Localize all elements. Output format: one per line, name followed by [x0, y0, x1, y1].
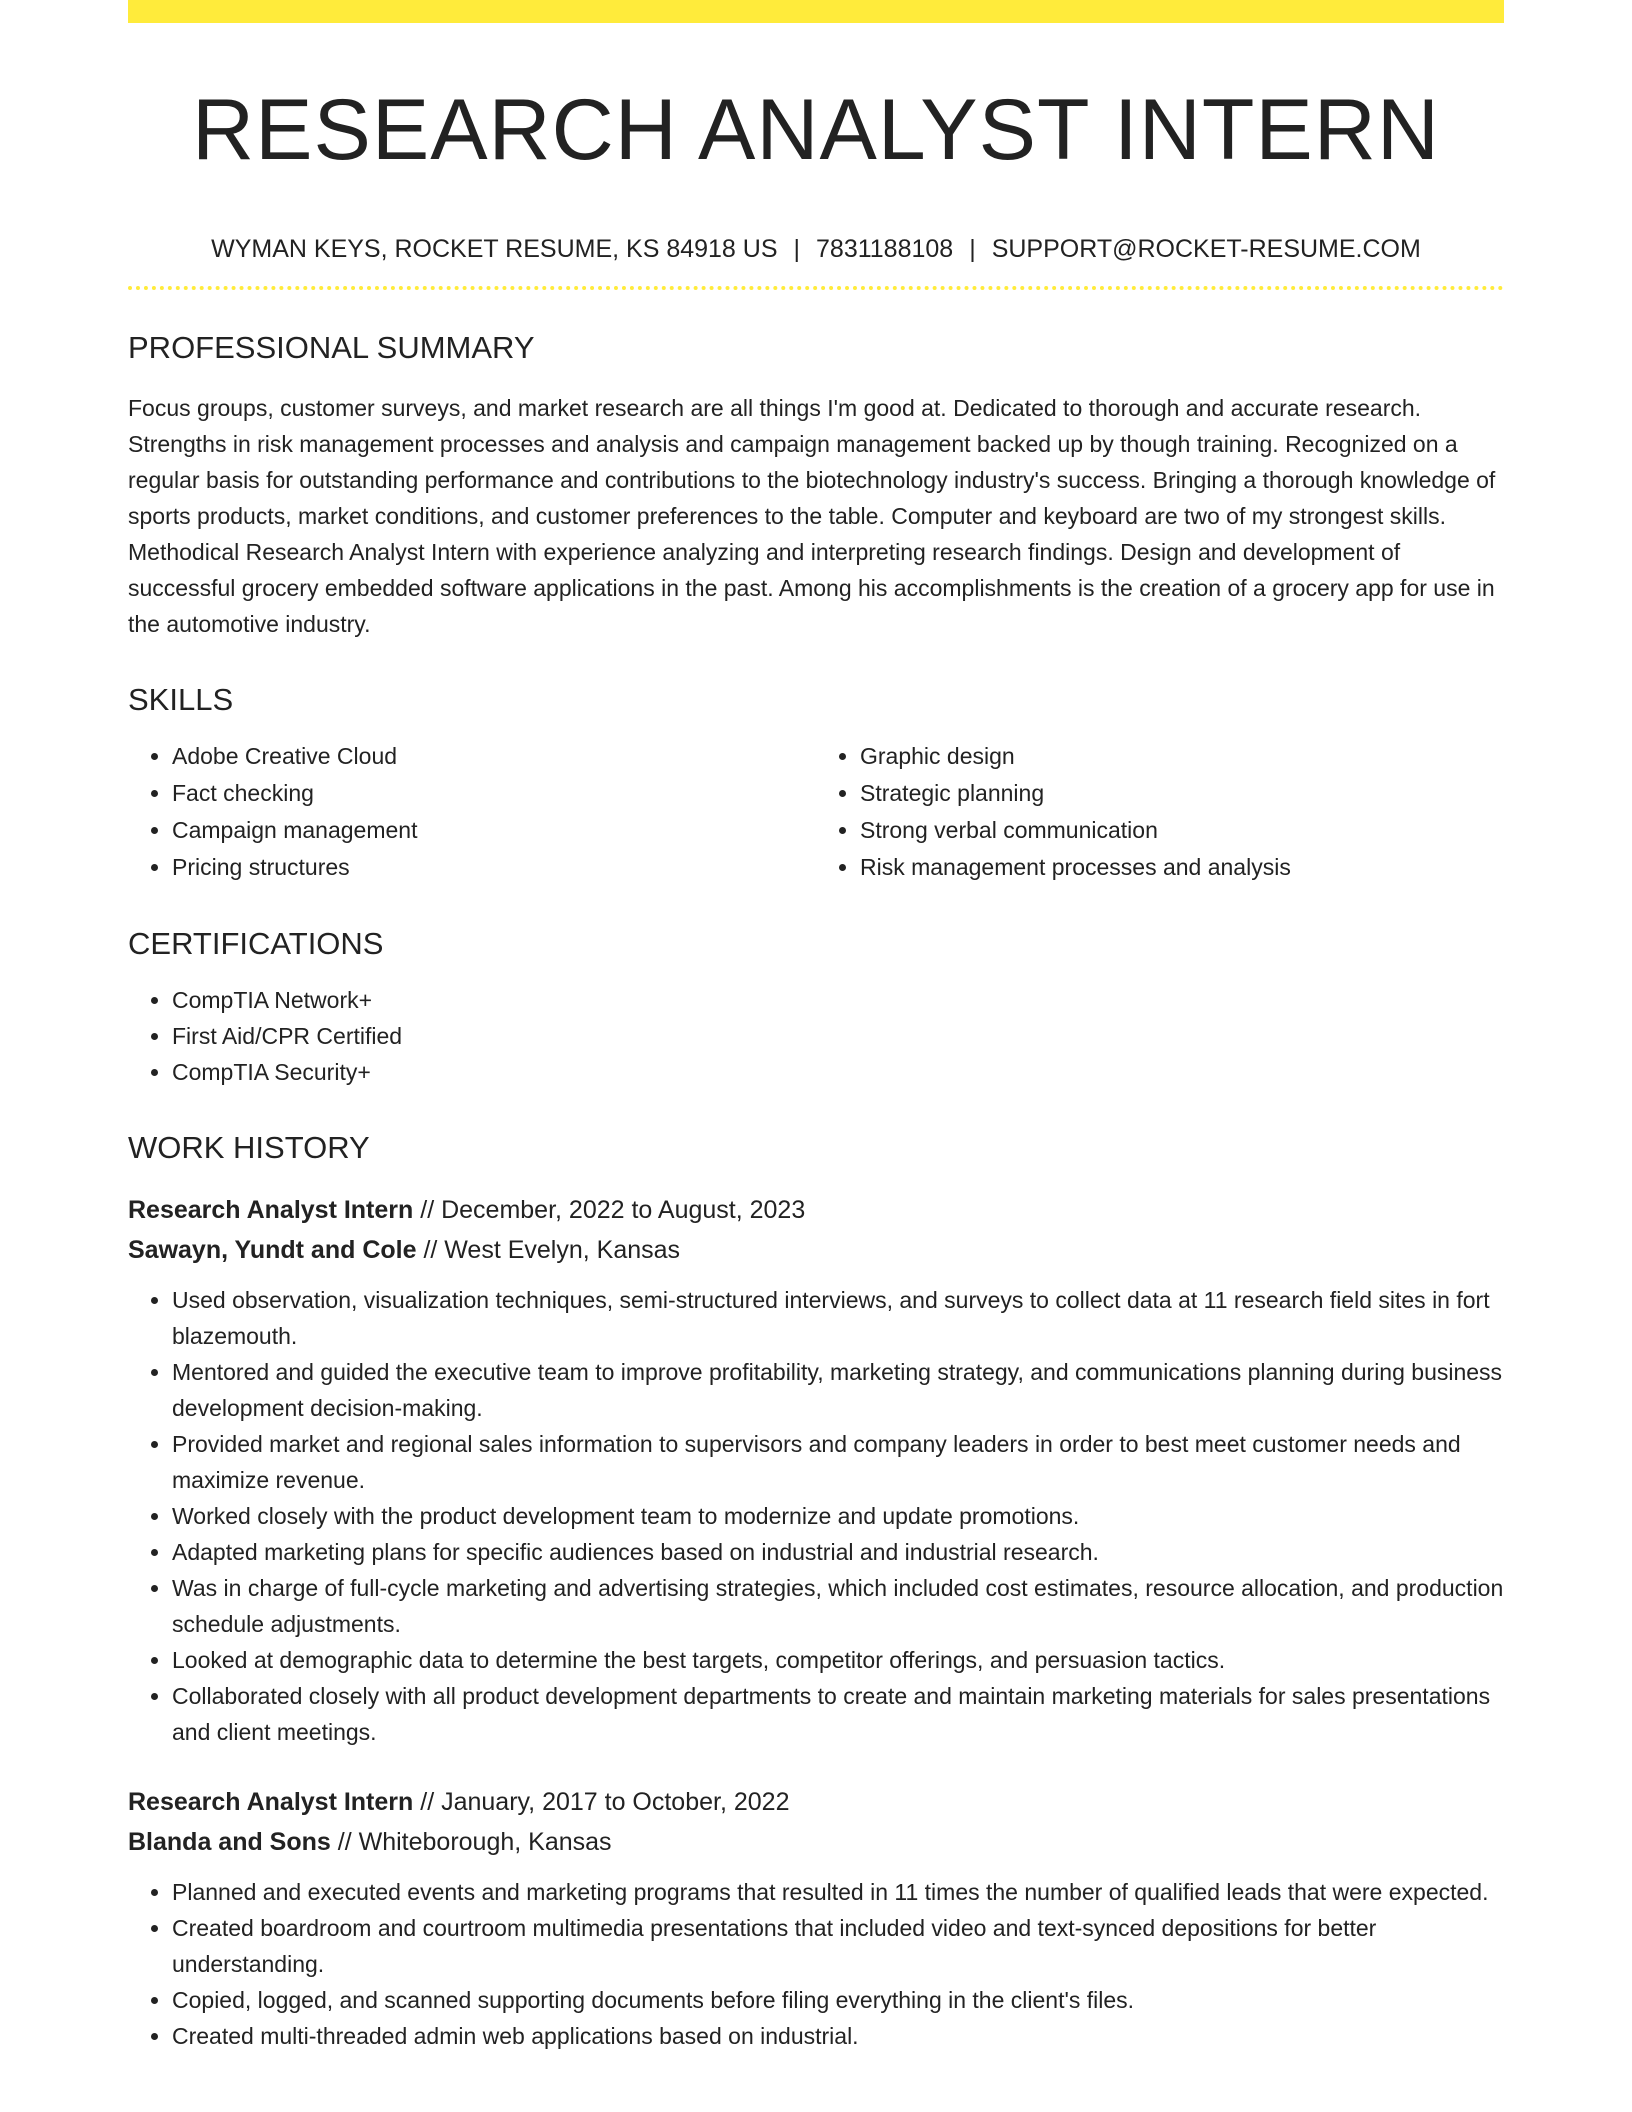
resume-content	[128, 80, 1504, 2054]
skill-item: • Strong verbal communication	[860, 812, 1504, 849]
resume-title: RESEARCH ANALYST INTERN	[192, 82, 1440, 178]
skills-heading: SKILLS	[128, 682, 234, 717]
certifications-heading: CERTIFICATIONS	[128, 926, 384, 961]
job-bullet: • Created boardroom and courtroom multimedia presentations that included video and text-synced depositions for better understanding.	[172, 1910, 1504, 1982]
skill-item: • Campaign management	[172, 812, 816, 849]
certifications-list	[128, 982, 1504, 1090]
work-history-heading: WORK HISTORY	[128, 1130, 370, 1165]
job-entry	[128, 1190, 1504, 1750]
job-company-line	[128, 1822, 1504, 1862]
job-company-line	[128, 1230, 1504, 1270]
skill-item: • Adobe Creative Cloud	[172, 738, 816, 775]
skill-item: • Graphic design	[860, 738, 1504, 775]
job-bullets	[128, 1874, 1504, 2054]
job-title: Research Analyst Intern	[128, 1196, 414, 1224]
contact-address: WYMAN KEYS, ROCKET RESUME, KS 84918 US	[211, 235, 778, 263]
job-company: Sawayn, Yundt and Cole	[128, 1236, 417, 1264]
contact-separator: |	[969, 235, 976, 263]
job-bullet: • Copied, logged, and scanned supporting documents before filing everything in the client's files.	[172, 1982, 1504, 2018]
summary-heading: PROFESSIONAL SUMMARY	[128, 330, 535, 365]
skill-item: • Strategic planning	[860, 775, 1504, 812]
certification-item: • First Aid/CPR Certified	[172, 1018, 1504, 1054]
job-bullet: • Was in charge of full-cycle marketing and advertising strategies, which included cost estimates, resource allocation, and production schedule adjustments.	[172, 1570, 1504, 1642]
skills-list-left	[128, 738, 816, 886]
job-bullet: • Planned and executed events and marketing programs that resulted in 11 times the number of qualified leads that were expected.	[172, 1874, 1504, 1910]
job-bullets	[128, 1282, 1504, 1750]
contact-line	[128, 232, 1504, 266]
dotted-divider	[128, 286, 1504, 290]
job-title-line	[128, 1190, 1504, 1230]
skill-item: • Pricing structures	[172, 849, 816, 886]
job-location: // Whiteborough, Kansas	[337, 1828, 612, 1856]
contact-email[interactable]: SUPPORT@ROCKET-RESUME.COM	[991, 235, 1421, 263]
certification-item: • CompTIA Network+	[172, 982, 1504, 1018]
job-bullet: • Used observation, visualization techniques, semi-structured interviews, and surveys to collect data at 11 research field sites in fort blazemouth.	[172, 1282, 1504, 1354]
job-bullet: • Created multi-threaded admin web applications based on industrial.	[172, 2018, 1504, 2054]
certification-item: • CompTIA Security+	[172, 1054, 1504, 1090]
skills-list-right	[816, 738, 1504, 886]
job-bullet: • Provided market and regional sales information to supervisors and company leaders in order to best meet customer needs and maximize revenue.	[172, 1426, 1504, 1498]
job-entry	[128, 1782, 1504, 2054]
skills-columns	[128, 738, 1504, 886]
skill-item: • Risk management processes and analysis	[860, 849, 1504, 886]
job-bullet: • Mentored and guided the executive team to improve profitability, marketing strategy, and communications planning during business development decision-making.	[172, 1354, 1504, 1426]
contact-phone: 7831188108	[816, 235, 954, 263]
accent-top-bar	[128, 0, 1504, 23]
job-company: Blanda and Sons	[128, 1828, 331, 1856]
skill-item: • Fact checking	[172, 775, 816, 812]
job-bullet: • Adapted marketing plans for specific audiences based on industrial and industrial research.	[172, 1534, 1504, 1570]
job-title-line	[128, 1782, 1504, 1822]
summary-text: Focus groups, customer surveys, and market research are all things I'm good at. Dedicated to thorough and accurate research. Strengths in risk management processes and analysis and campaign management backed up by though training. Recognized on a regular basis for outstanding performance and contributions to the biotechnology industry's success. Bringing a thorough knowledge of sports products, market conditions, and customer preferences to the table. Computer and keyboard are two of my strongest skills. Methodical Research Analyst Intern with experience analyzing and interpreting research findings. Design and development of successful grocery embedded software applications in the past. Among his accomplishments is the creation of a grocery app for use in the automotive industry.	[128, 395, 1496, 637]
job-bullet: • Collaborated closely with all product development departments to create and maintain marketing materials for sales presentations and client meetings.	[172, 1678, 1504, 1750]
job-dates: // December, 2022 to August, 2023	[420, 1196, 806, 1224]
job-location: // West Evelyn, Kansas	[423, 1236, 681, 1264]
job-title: Research Analyst Intern	[128, 1788, 414, 1816]
contact-separator: |	[793, 235, 801, 263]
job-dates: // January, 2017 to October, 2022	[420, 1788, 790, 1816]
job-bullet: • Worked closely with the product development team to modernize and update promotions.	[172, 1498, 1504, 1534]
job-bullet: • Looked at demographic data to determine the best targets, competitor offerings, and persuasion tactics.	[172, 1642, 1504, 1678]
